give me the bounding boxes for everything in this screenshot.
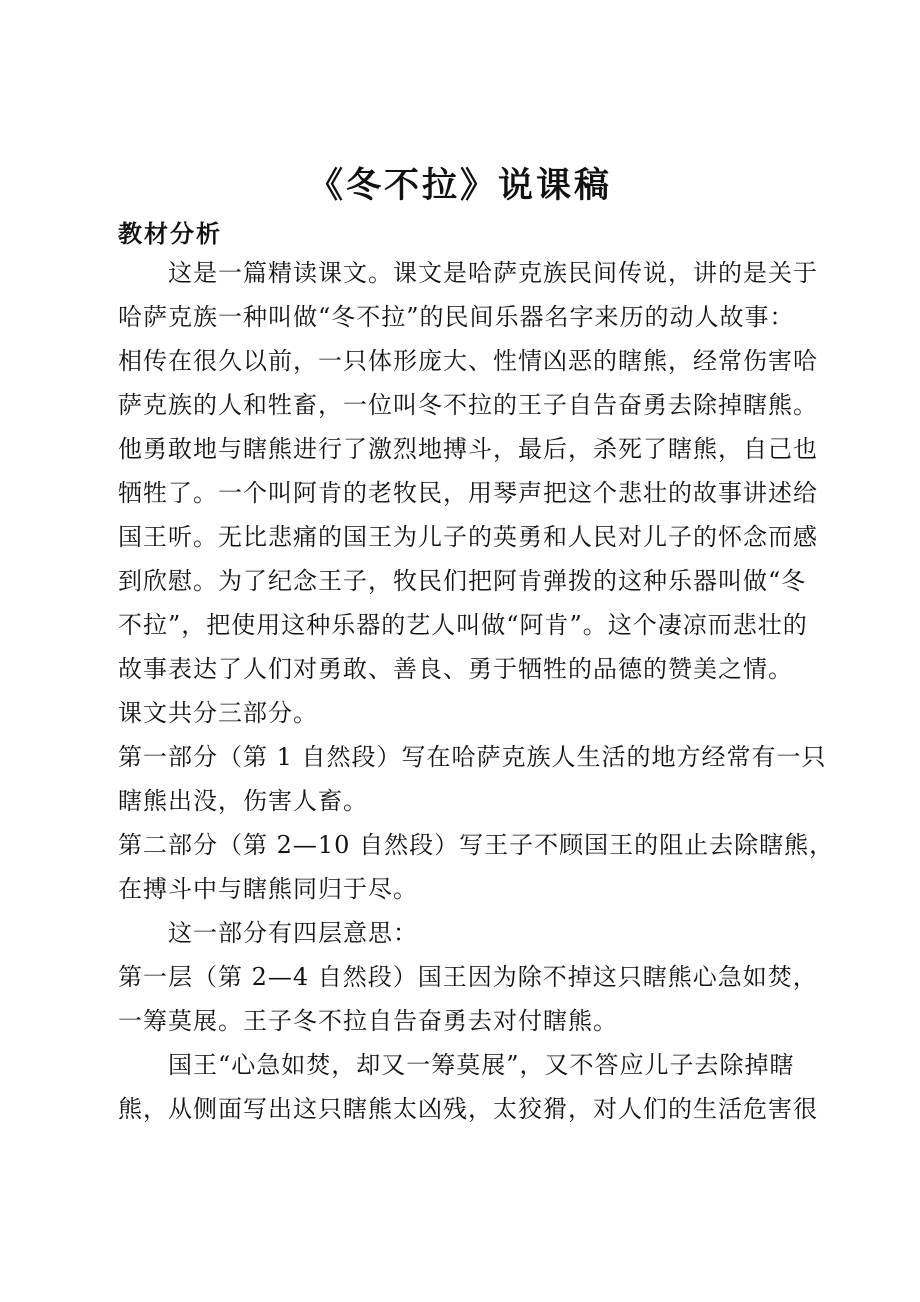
paragraph-line: 第一层（第 2—4 自然段）国王因为除不掉这只瞎熊心急如焚， bbox=[118, 963, 818, 991]
paragraph-line: 哈萨克族一种叫做“冬不拉”的民间乐器名字来历的动人故事： bbox=[118, 303, 795, 331]
paragraph-line: 第一部分（第 1 自然段）写在哈萨克族人生活的地方经常有一只 bbox=[118, 743, 827, 771]
paragraph-line: 课文共分三部分。 bbox=[118, 699, 318, 727]
paragraph-line: 萨克族的人和牲畜，一位叫冬不拉的王子自告奋勇去除掉瞎熊。 bbox=[118, 391, 818, 419]
paragraph-line: 这是一篇精读课文。课文是哈萨克族民间传说，讲的是关于 bbox=[168, 259, 818, 287]
section-heading: 教材分析 bbox=[118, 219, 222, 248]
paragraph-line: 牺牲了。一个叫阿肯的老牧民，用琴声把这个悲壮的故事讲述给 bbox=[118, 479, 818, 507]
paragraph-line: 故事表达了人们对勇敢、善良、勇于牺牲的品德的赞美之情。 bbox=[118, 655, 793, 683]
paragraph-line: 不拉”，把使用这种乐器的艺人叫做“阿肯”。这个凄凉而悲壮的 bbox=[118, 611, 808, 639]
paragraph-line: 第二部分（第 2—10 自然段）写王子不顾国王的阻止去除瞎熊， bbox=[118, 831, 835, 859]
paragraph-line: 这一部分有四层意思： bbox=[168, 919, 418, 947]
paragraph-line: 熊，从侧面写出这只瞎熊太凶残，太狡猾，对人们的生活危害很 bbox=[118, 1095, 818, 1123]
page-title: 《冬不拉》说课稿 bbox=[307, 165, 612, 206]
paragraph-line: 国王“心急如焚，却又一筹莫展”，又不答应儿子去除掉瞎 bbox=[168, 1051, 795, 1079]
paragraph-line: 到欣慰。为了纪念王子，牧民们把阿肯弹拨的这种乐器叫做“冬 bbox=[118, 567, 807, 595]
paragraph-line: 瞎熊出没，伤害人畜。 bbox=[118, 787, 368, 815]
paragraph-line: 相传在很久以前，一只体形庞大、性情凶恶的瞎熊，经常伤害哈 bbox=[118, 347, 818, 375]
paragraph-line: 一筹莫展。王子冬不拉自告奋勇去对付瞎熊。 bbox=[118, 1007, 618, 1035]
paragraph-line: 在搏斗中与瞎熊同归于尽。 bbox=[118, 875, 418, 903]
paragraph-line: 国王听。无比悲痛的国王为儿子的英勇和人民对儿子的怀念而感 bbox=[118, 523, 818, 551]
paragraph-line: 他勇敢地与瞎熊进行了激烈地搏斗，最后，杀死了瞎熊，自己也 bbox=[118, 435, 818, 463]
